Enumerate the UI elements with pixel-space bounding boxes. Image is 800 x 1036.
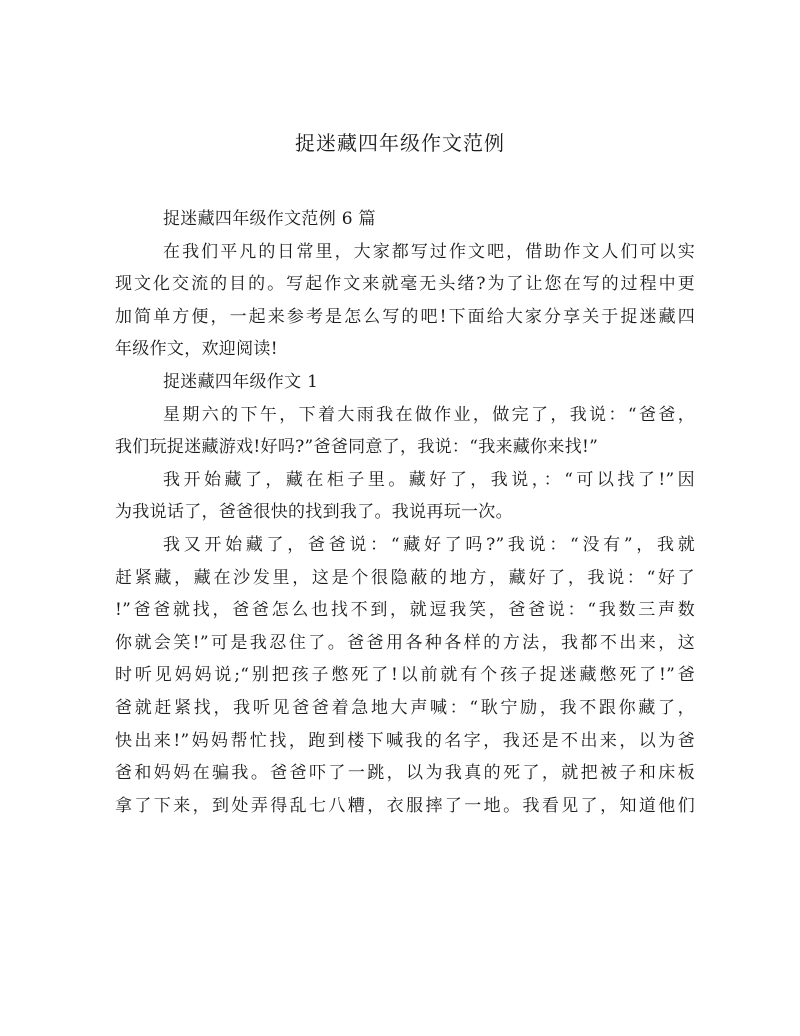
text-line: 快出来!”妈妈帮忙找，跑到楼下喊我的名字，我还是不出来，以为爸 <box>115 730 695 751</box>
text-line: 加简单方便，一起来参考是怎么写的吧!下面给大家分享关于捉迷藏四 <box>115 306 695 327</box>
text-line: 我开始藏了，藏在柜子里。藏好了，我说，：“可以找了!”因 <box>163 469 695 490</box>
document-body <box>115 203 695 822</box>
text-line: 年级作文，欢迎阅读! <box>115 339 278 360</box>
text-line: 时听见妈妈说;“别把孩子憋死了!以前就有个孩子捉迷藏憋死了!”爸 <box>115 665 695 686</box>
text-line: 在我们平凡的日常里，大家都写过作文吧，借助作文人们可以实 <box>163 241 695 262</box>
text-line: 现文化交流的目的。写起作文来就毫无头绪?为了让您在写的过程中更 <box>115 274 695 295</box>
text-line: !”爸爸就找，爸爸怎么也找不到，就逗我笑，爸爸说：“我数三声数 <box>115 600 695 621</box>
document-title: 捉迷藏四年级作文范例 <box>295 131 505 155</box>
text-line: 爸就赶紧找，我听见爸爸着急地大声喊：“耿宁励，我不跟你藏了， <box>115 697 695 718</box>
text-line: 爸和妈妈在骗我。爸爸吓了一跳，以为我真的死了，就把被子和床板 <box>115 763 695 784</box>
text-line: 捉迷藏四年级作文 1 <box>163 371 319 392</box>
text-line: 星期六的下午，下着大雨我在做作业，做完了，我说：“爸爸， <box>163 404 695 425</box>
text-line: 我们玩捉迷藏游戏!好吗?”爸爸同意了，我说：“我来藏你来找!” <box>115 437 599 458</box>
text-line: 赶紧藏，藏在沙发里，这是个很隐蔽的地方，藏好了，我说：“好了 <box>115 567 695 588</box>
text-line: 拿了下来，到处弄得乱七八糟，衣服摔了一地。我看见了，知道他们 <box>115 795 695 816</box>
text-line: 我又开始藏了，爸爸说：“藏好了吗?”我说：“没有”，我就 <box>163 534 695 555</box>
text-line: 你就会笑!”可是我忍住了。爸爸用各种各样的方法，我都不出来，这 <box>115 632 695 653</box>
text-line: 为我说话了，爸爸很快的找到我了。我说再玩一次。 <box>115 502 513 523</box>
text-line: 捉迷藏四年级作文范例 6 篇 <box>163 209 376 229</box>
